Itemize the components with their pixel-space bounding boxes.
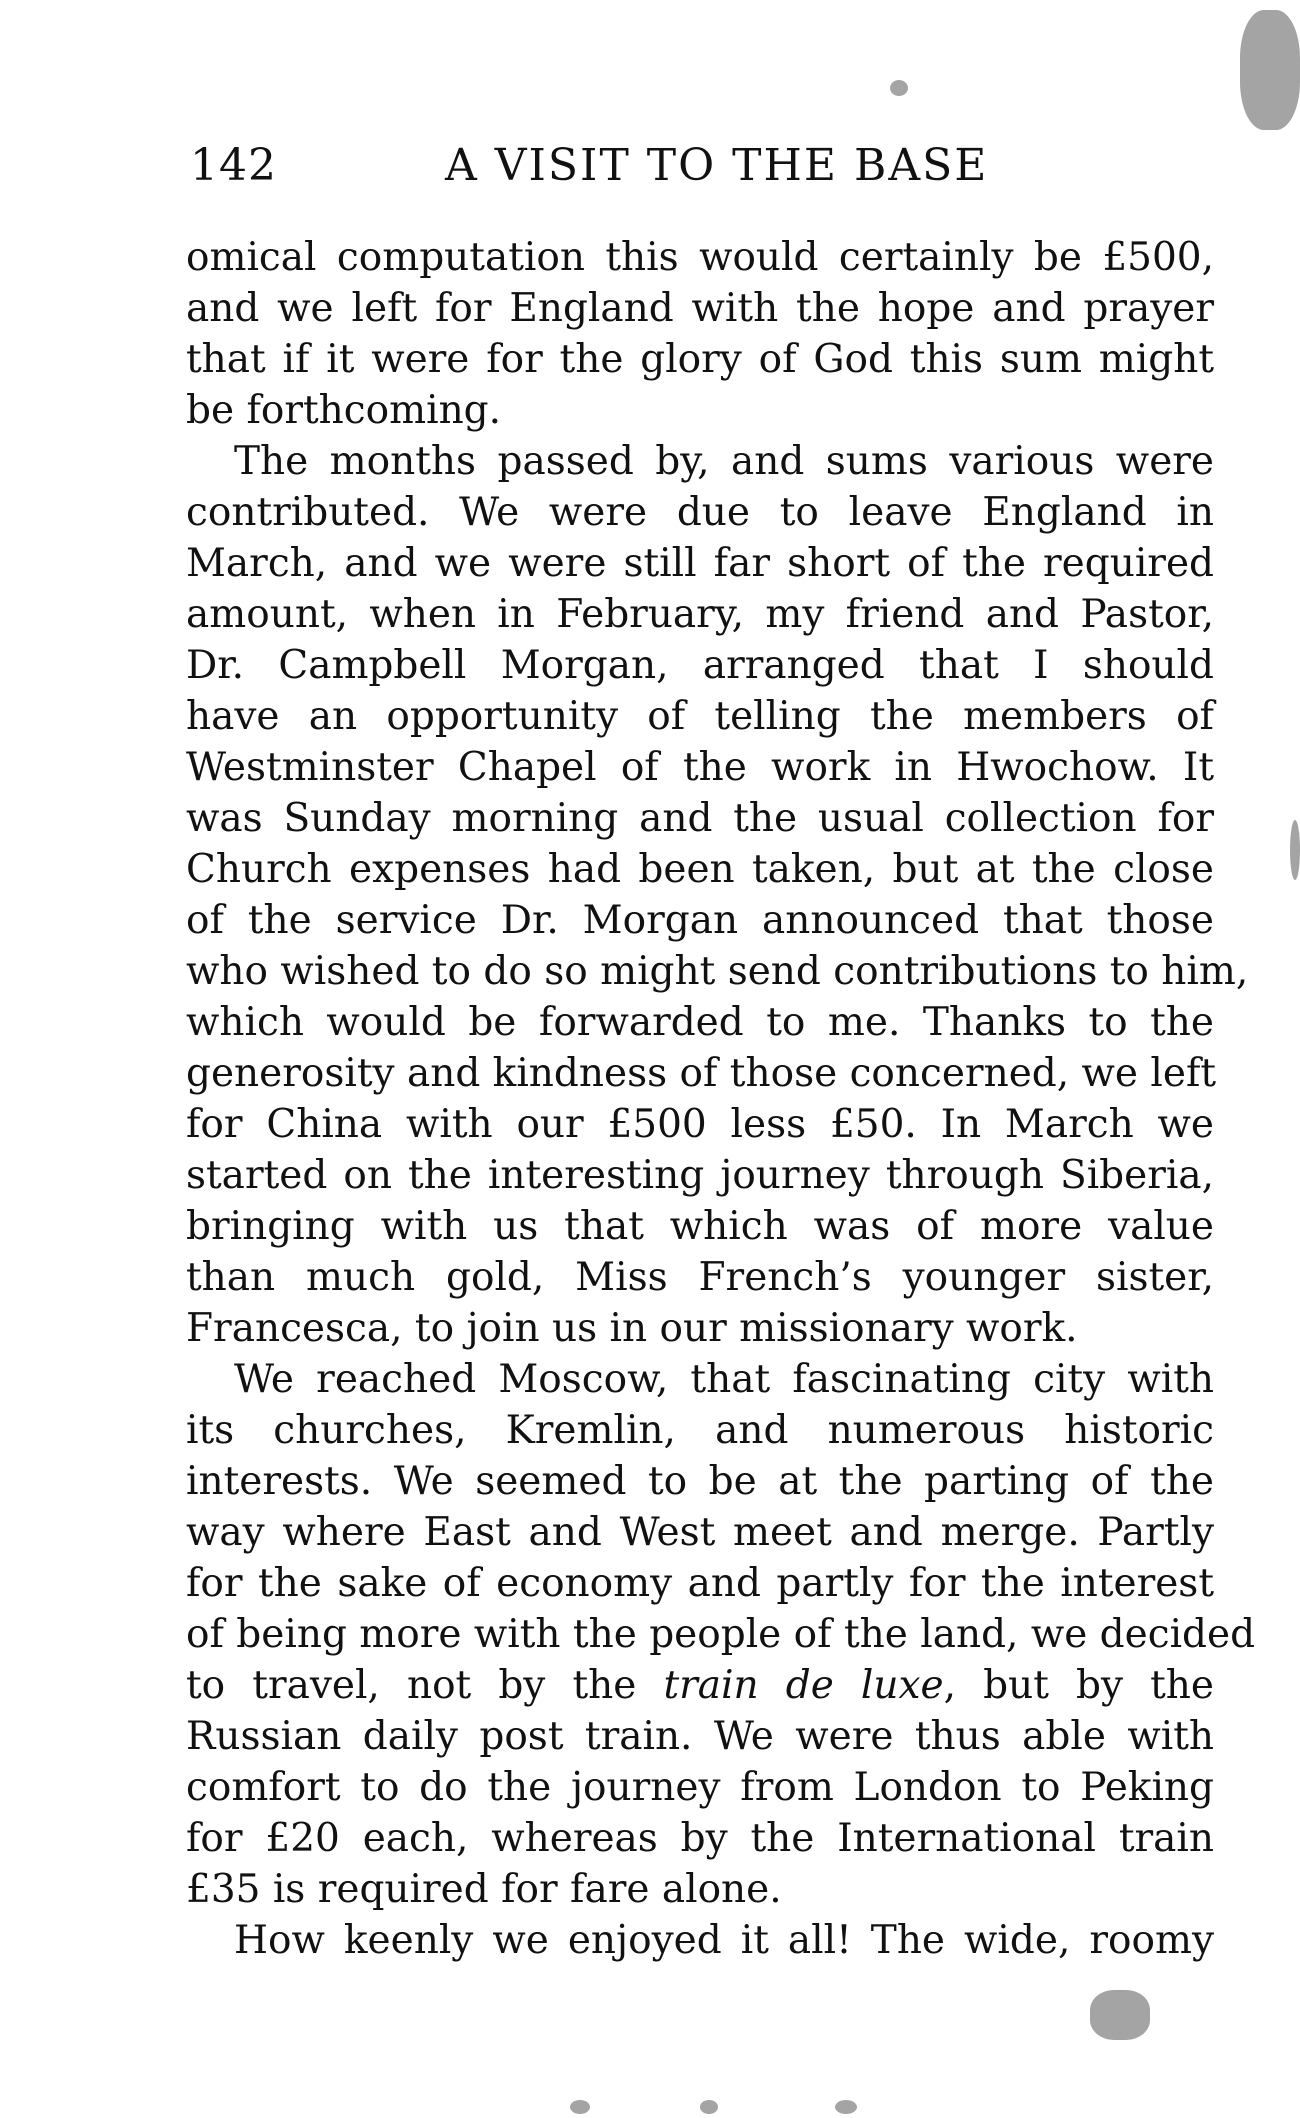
scan-speck: [1240, 10, 1300, 130]
text-line: have an opportunity of telling the members of: [186, 694, 1214, 739]
paragraph-1: [186, 232, 1214, 436]
page-header: [190, 140, 1220, 200]
text-line: for China with our £500 less £50. In March we: [186, 1102, 1214, 1147]
text-line: £35 is required for fare alone.: [186, 1867, 782, 1912]
text-line: generosity and kindness of those concerned, we left: [186, 1051, 1217, 1096]
page-number: 142: [190, 140, 277, 191]
text-line: interests. We seemed to be at the parting of the: [186, 1459, 1214, 1504]
text-line: The months passed by, and sums various were: [234, 439, 1214, 484]
text-line: amount, when in February, my friend and Pastor,: [186, 592, 1214, 637]
text-line: omical computation this would certainly be £500,: [186, 235, 1214, 280]
text-line: its churches, Kremlin, and numerous historic: [186, 1408, 1214, 1453]
text-line: way where East and West meet and merge. Partly: [186, 1510, 1214, 1555]
text-line: We reached Moscow, that fascinating city with: [234, 1357, 1214, 1402]
text-line: Church expenses had been taken, but at the close: [186, 847, 1214, 892]
text-line: bringing with us that which was of more value: [186, 1204, 1214, 1249]
text-line: started on the interesting journey through Siberia,: [186, 1153, 1214, 1198]
text-line: contributed. We were due to leave England in: [186, 490, 1214, 535]
text-line: March, and we were still far short of the required: [186, 541, 1214, 586]
text-line: of the service Dr. Morgan announced that those: [186, 898, 1214, 943]
scan-speck: [1290, 820, 1300, 880]
paragraph-3: [186, 1354, 1256, 1915]
text-line: that if it were for the glory of God this sum might: [186, 337, 1214, 382]
text-line: and we left for England with the hope and prayer: [186, 286, 1214, 331]
scan-speck: [570, 2100, 590, 2114]
text-line: Russian daily post train. We were thus able with: [186, 1714, 1214, 1759]
text-line: Westminster Chapel of the work in Hwochow. It: [186, 745, 1214, 790]
scan-speck: [700, 2100, 718, 2114]
text-line: for £20 each, whereas by the International train: [186, 1816, 1214, 1861]
scan-speck: [890, 80, 908, 96]
text-line: was Sunday morning and the usual collection for: [186, 796, 1214, 841]
text-line: of being more with the people of the land, we decided: [186, 1612, 1256, 1657]
text-segment: , but by the: [943, 1663, 1214, 1708]
text-line: who wished to do so might send contributions to him,: [186, 949, 1249, 994]
text-line: for the sake of economy and partly for the interest: [186, 1561, 1214, 1606]
text-line: which would be forwarded to me. Thanks to the: [186, 1000, 1214, 1045]
text-segment: to travel, not by the: [186, 1663, 637, 1708]
text-line: be forthcoming.: [186, 388, 502, 433]
text-line: Dr. Campbell Morgan, arranged that I should: [186, 643, 1214, 688]
scan-speck: [1090, 1990, 1150, 2040]
text-line: than much gold, Miss French’s younger sister,: [186, 1255, 1214, 1300]
text-line: Francesca, to join us in our missionary work.: [186, 1306, 1078, 1351]
running-title: A VISIT TO THE BASE: [445, 140, 989, 191]
paragraph-4: [186, 1915, 1214, 1966]
text-line: comfort to do the journey from London to Peking: [186, 1765, 1214, 1810]
scan-speck: [835, 2100, 857, 2114]
text-line-with-italic: [186, 1660, 1214, 1711]
paragraph-2: [186, 436, 1249, 1354]
body-text: [186, 232, 1256, 1966]
text-line: How keenly we enjoyed it all! The wide, roomy: [234, 1918, 1214, 1963]
italic-phrase: train de luxe: [663, 1663, 944, 1708]
